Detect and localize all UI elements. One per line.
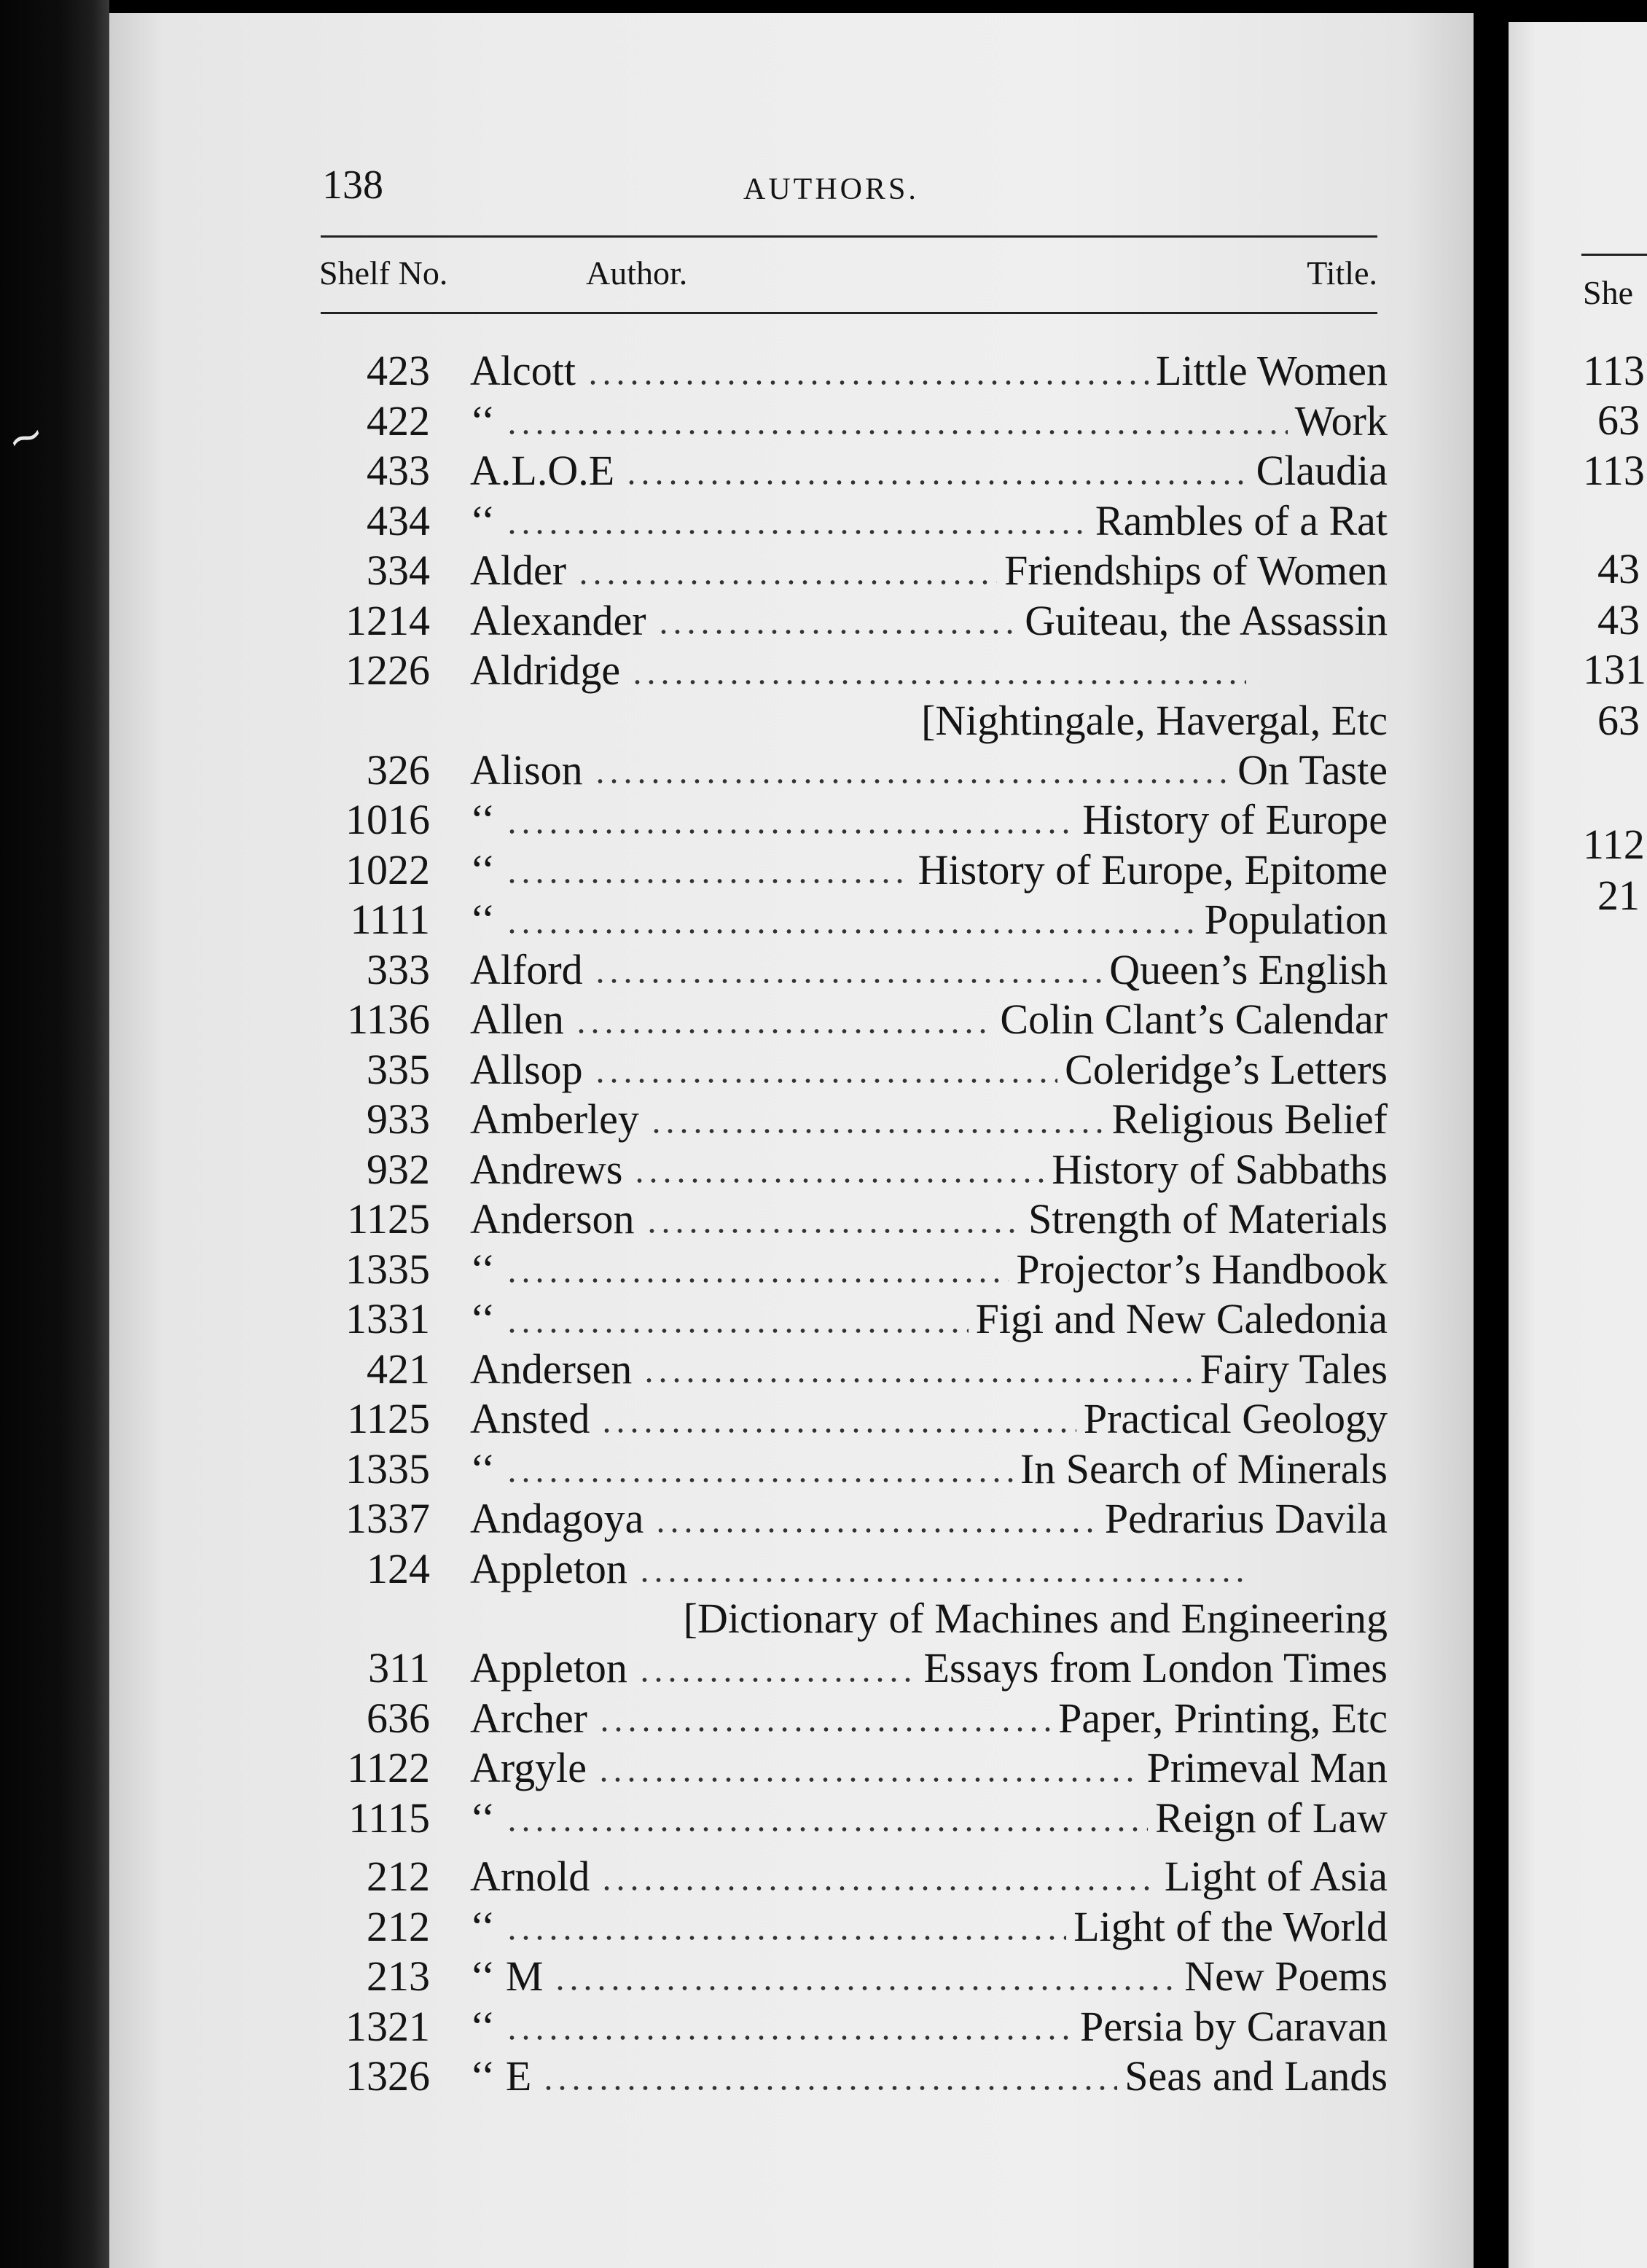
table-row xyxy=(306,1444,1399,1495)
book-title: Practical Geology xyxy=(1083,1395,1388,1442)
right-page-edge xyxy=(1509,22,1647,2268)
shelf-number: 1115 xyxy=(348,1794,430,1842)
author-name: Ansted xyxy=(470,1395,590,1442)
shelf-number: 1122 xyxy=(347,1744,430,1791)
book-title: Projector’s Handbook xyxy=(1016,1245,1388,1293)
shelf-number: 1226 xyxy=(345,646,430,694)
table-row xyxy=(306,1045,1399,1095)
author-name: Amberley xyxy=(470,1095,639,1143)
table-row xyxy=(306,1544,1399,1595)
author-name: ‘‘ xyxy=(470,1902,496,1950)
book-title: Paper, Printing, Etc xyxy=(1058,1694,1388,1742)
table-row xyxy=(306,1095,1399,1145)
table-row xyxy=(306,1952,1399,2002)
book-title: Little Women xyxy=(1155,347,1388,394)
author-name: ‘‘ xyxy=(470,1245,496,1293)
book-title: History of Europe, Epitome xyxy=(918,845,1388,893)
dot-leader xyxy=(505,877,910,885)
right-page-shelf-number: 113 xyxy=(1583,447,1645,494)
right-page-rule xyxy=(1581,254,1647,256)
dot-leader xyxy=(505,528,1088,536)
dot-leader xyxy=(593,1077,1057,1084)
author-name: ‘‘ xyxy=(470,1295,496,1342)
shelf-number: 124 xyxy=(367,1544,430,1592)
table-row xyxy=(306,1494,1399,1544)
dot-leader xyxy=(638,1676,917,1684)
table-row xyxy=(306,596,1399,646)
author-name: ‘‘ xyxy=(470,845,496,893)
dot-leader xyxy=(600,1885,1157,1892)
table-row xyxy=(306,446,1399,496)
table-row xyxy=(306,496,1399,547)
right-page-shelf-number: 21 xyxy=(1597,872,1640,919)
page-number: 138 xyxy=(322,163,383,208)
table-row xyxy=(306,845,1399,896)
dot-leader xyxy=(505,1934,1066,1942)
book-title: Reign of Law xyxy=(1155,1794,1388,1842)
right-page-shelf-number: 112 xyxy=(1583,821,1645,868)
author-name: ‘‘ M xyxy=(470,1952,544,2000)
author-name: Allen xyxy=(470,996,564,1043)
shelf-number: 335 xyxy=(367,1045,430,1093)
shelf-number: 311 xyxy=(368,1644,430,1692)
table-row xyxy=(306,945,1399,996)
dot-leader xyxy=(638,1576,1246,1584)
author-name: ‘‘ xyxy=(470,496,496,544)
right-page-shelf-number: 43 xyxy=(1597,596,1640,644)
shelf-number: 933 xyxy=(367,1095,430,1143)
book-title: History of Sabbaths xyxy=(1052,1145,1388,1193)
author-name: A.L.O.E xyxy=(470,447,615,494)
dot-leader xyxy=(505,2034,1073,2041)
dot-leader xyxy=(593,977,1103,985)
dot-leader xyxy=(574,1028,993,1035)
table-row xyxy=(306,2052,1399,2102)
dot-leader xyxy=(625,479,1248,486)
table-row xyxy=(306,1643,1399,1694)
entry-continuation-text: [Dictionary of Machines and Engineering xyxy=(683,1595,1388,1642)
author-name: Andrews xyxy=(470,1145,623,1193)
table-row xyxy=(306,396,1399,447)
author-name: Andersen xyxy=(470,1345,633,1393)
table-row xyxy=(306,1794,1399,1844)
author-name: Archer xyxy=(470,1694,588,1742)
author-name: Appleton xyxy=(470,1644,627,1692)
author-list xyxy=(306,346,1399,2102)
dot-leader xyxy=(597,1776,1140,1783)
author-name: Aldridge xyxy=(470,646,621,694)
dot-leader xyxy=(505,1477,1013,1484)
table-row xyxy=(306,1345,1399,1395)
entry-continuation xyxy=(306,696,1399,746)
shelf-number: 1022 xyxy=(345,845,430,893)
column-head-title: Title. xyxy=(1307,254,1377,292)
author-name: ‘‘ xyxy=(470,396,496,445)
shelf-number: 1321 xyxy=(345,2002,430,2050)
table-row xyxy=(306,1194,1399,1245)
dot-leader xyxy=(505,828,1075,835)
dot-leader xyxy=(633,1177,1044,1184)
table-row xyxy=(306,1294,1399,1345)
dot-leader xyxy=(654,1527,1097,1534)
author-name: Alexander xyxy=(470,596,646,644)
shelf-number: 1335 xyxy=(345,1444,430,1493)
book-title: Pedrarius Davila xyxy=(1104,1495,1388,1542)
table-row xyxy=(306,746,1399,796)
dot-leader xyxy=(505,1327,968,1334)
author-name: ‘‘ xyxy=(470,896,496,943)
dot-leader xyxy=(593,778,1230,785)
dot-leader xyxy=(541,2084,1117,2092)
book-title: Light of the World xyxy=(1073,1902,1388,1950)
dot-leader xyxy=(600,1427,1076,1434)
dot-leader xyxy=(553,1984,1177,1992)
shelf-number: 434 xyxy=(367,496,430,544)
book-title: Primeval Man xyxy=(1146,1744,1388,1791)
book-title: Population xyxy=(1204,896,1388,943)
shelf-number: 212 xyxy=(367,1853,430,1900)
author-name: Arnold xyxy=(470,1853,590,1900)
author-name: Alcott xyxy=(470,347,576,394)
book-title: Queen’s English xyxy=(1109,945,1388,993)
header-rule-top xyxy=(321,235,1377,238)
shelf-number: 326 xyxy=(367,746,430,794)
book-title: Guiteau, the Assassin xyxy=(1025,596,1388,644)
book-title: Religious Belief xyxy=(1111,1095,1388,1143)
shelf-number: 1125 xyxy=(347,1195,430,1243)
author-name: Alison xyxy=(470,746,583,794)
header-rule-bottom xyxy=(321,312,1377,314)
shelf-number: 1111 xyxy=(350,896,430,943)
dot-leader xyxy=(505,1277,1009,1284)
table-row xyxy=(306,1245,1399,1295)
shelf-number: 1335 xyxy=(345,1245,430,1293)
book-title: Fairy Tales xyxy=(1200,1345,1388,1393)
table-row xyxy=(306,1694,1399,1744)
table-row xyxy=(306,546,1399,596)
book-title: In Search of Minerals xyxy=(1020,1444,1388,1493)
author-name: Appleton xyxy=(470,1544,627,1592)
book-title: Figi and New Caledonia xyxy=(975,1295,1388,1342)
shelf-number: 1136 xyxy=(347,996,430,1043)
book-title: Seas and Lands xyxy=(1124,2052,1388,2100)
shelf-number: 1214 xyxy=(345,596,430,644)
dot-leader xyxy=(657,628,1018,636)
table-row xyxy=(306,795,1399,845)
shelf-number: 636 xyxy=(367,1694,430,1742)
shelf-number: 212 xyxy=(367,1902,430,1950)
dot-leader xyxy=(586,379,1149,386)
author-name: Alford xyxy=(470,945,583,993)
shelf-number: 422 xyxy=(367,396,430,445)
entry-continuation xyxy=(306,1594,1399,1643)
right-page-shelf-number: 113 xyxy=(1583,347,1645,394)
table-row xyxy=(306,346,1399,396)
book-title: Rambles of a Rat xyxy=(1095,496,1388,544)
book-title: Persia by Caravan xyxy=(1080,2002,1388,2050)
author-name: ‘‘ xyxy=(470,1444,496,1493)
column-head-author: Author. xyxy=(586,254,688,292)
book-title: Coleridge’s Letters xyxy=(1065,1045,1388,1093)
book-title: Colin Clant’s Calendar xyxy=(1000,996,1388,1043)
shelf-number: 433 xyxy=(367,447,430,494)
shelf-number: 421 xyxy=(367,1345,430,1393)
right-page-column-head: She xyxy=(1583,274,1633,311)
shelf-number: 334 xyxy=(367,547,430,594)
book-title: New Poems xyxy=(1184,1952,1388,2000)
right-page-shelf-number: 43 xyxy=(1597,545,1640,593)
table-row xyxy=(306,895,1399,945)
dot-leader xyxy=(642,1377,1192,1384)
book-gutter xyxy=(1474,0,1509,2268)
dot-leader xyxy=(505,928,1197,935)
author-name: ‘‘ xyxy=(470,796,496,843)
shelf-number: 423 xyxy=(367,347,430,394)
shelf-number: 1016 xyxy=(345,796,430,843)
shelf-number: 1326 xyxy=(345,2052,430,2100)
right-page-shelf-number: 131 xyxy=(1583,646,1646,693)
entry-continuation-text: [Nightingale, Havergal, Etc xyxy=(921,696,1388,744)
book-title: Claudia xyxy=(1256,447,1388,494)
dot-leader xyxy=(649,1127,1105,1135)
column-head-shelf: Shelf No. xyxy=(319,254,448,292)
table-row xyxy=(306,995,1399,1045)
table-row xyxy=(306,1743,1399,1794)
author-name: ‘‘ E xyxy=(470,2052,532,2100)
dot-leader xyxy=(576,579,997,586)
table-row xyxy=(306,1902,1399,1952)
author-name: Alder xyxy=(470,547,567,594)
dot-leader xyxy=(598,1726,1051,1733)
scan-border-left xyxy=(0,0,109,2268)
shelf-number: 333 xyxy=(367,945,430,993)
author-name: Andagoya xyxy=(470,1495,644,1542)
book-title: History of Europe xyxy=(1082,796,1388,843)
table-row xyxy=(306,1852,1399,1902)
shelf-number: 1331 xyxy=(345,1295,430,1342)
author-name: Anderson xyxy=(470,1195,635,1243)
shelf-number: 1125 xyxy=(347,1395,430,1442)
table-row xyxy=(306,1394,1399,1444)
author-name: Allsop xyxy=(470,1045,583,1093)
book-title: Light of Asia xyxy=(1164,1853,1388,1900)
table-row xyxy=(306,1145,1399,1195)
book-title: Friendships of Women xyxy=(1004,547,1388,594)
margin-pencil-mark: ~ xyxy=(0,407,52,468)
dot-leader xyxy=(645,1227,1022,1235)
dot-leader xyxy=(630,679,1246,686)
dot-leader xyxy=(505,429,1287,436)
right-page-shelf-number: 63 xyxy=(1597,396,1640,444)
book-title: Work xyxy=(1294,396,1388,445)
right-page-shelf-number: 63 xyxy=(1597,697,1640,744)
table-row xyxy=(306,646,1399,696)
shelf-number: 1337 xyxy=(345,1495,430,1542)
dot-leader xyxy=(505,1826,1148,1833)
author-name: ‘‘ xyxy=(470,1794,496,1842)
author-name: Argyle xyxy=(470,1744,587,1791)
book-title: On Taste xyxy=(1237,746,1388,794)
book-title: Strength of Materials xyxy=(1028,1195,1388,1243)
book-title: Essays from London Times xyxy=(923,1644,1388,1692)
table-row xyxy=(306,2002,1399,2052)
shelf-number: 932 xyxy=(367,1145,430,1193)
running-head: AUTHORS. xyxy=(743,173,919,206)
shelf-number: 213 xyxy=(367,1952,430,2000)
author-name: ‘‘ xyxy=(470,2002,496,2050)
